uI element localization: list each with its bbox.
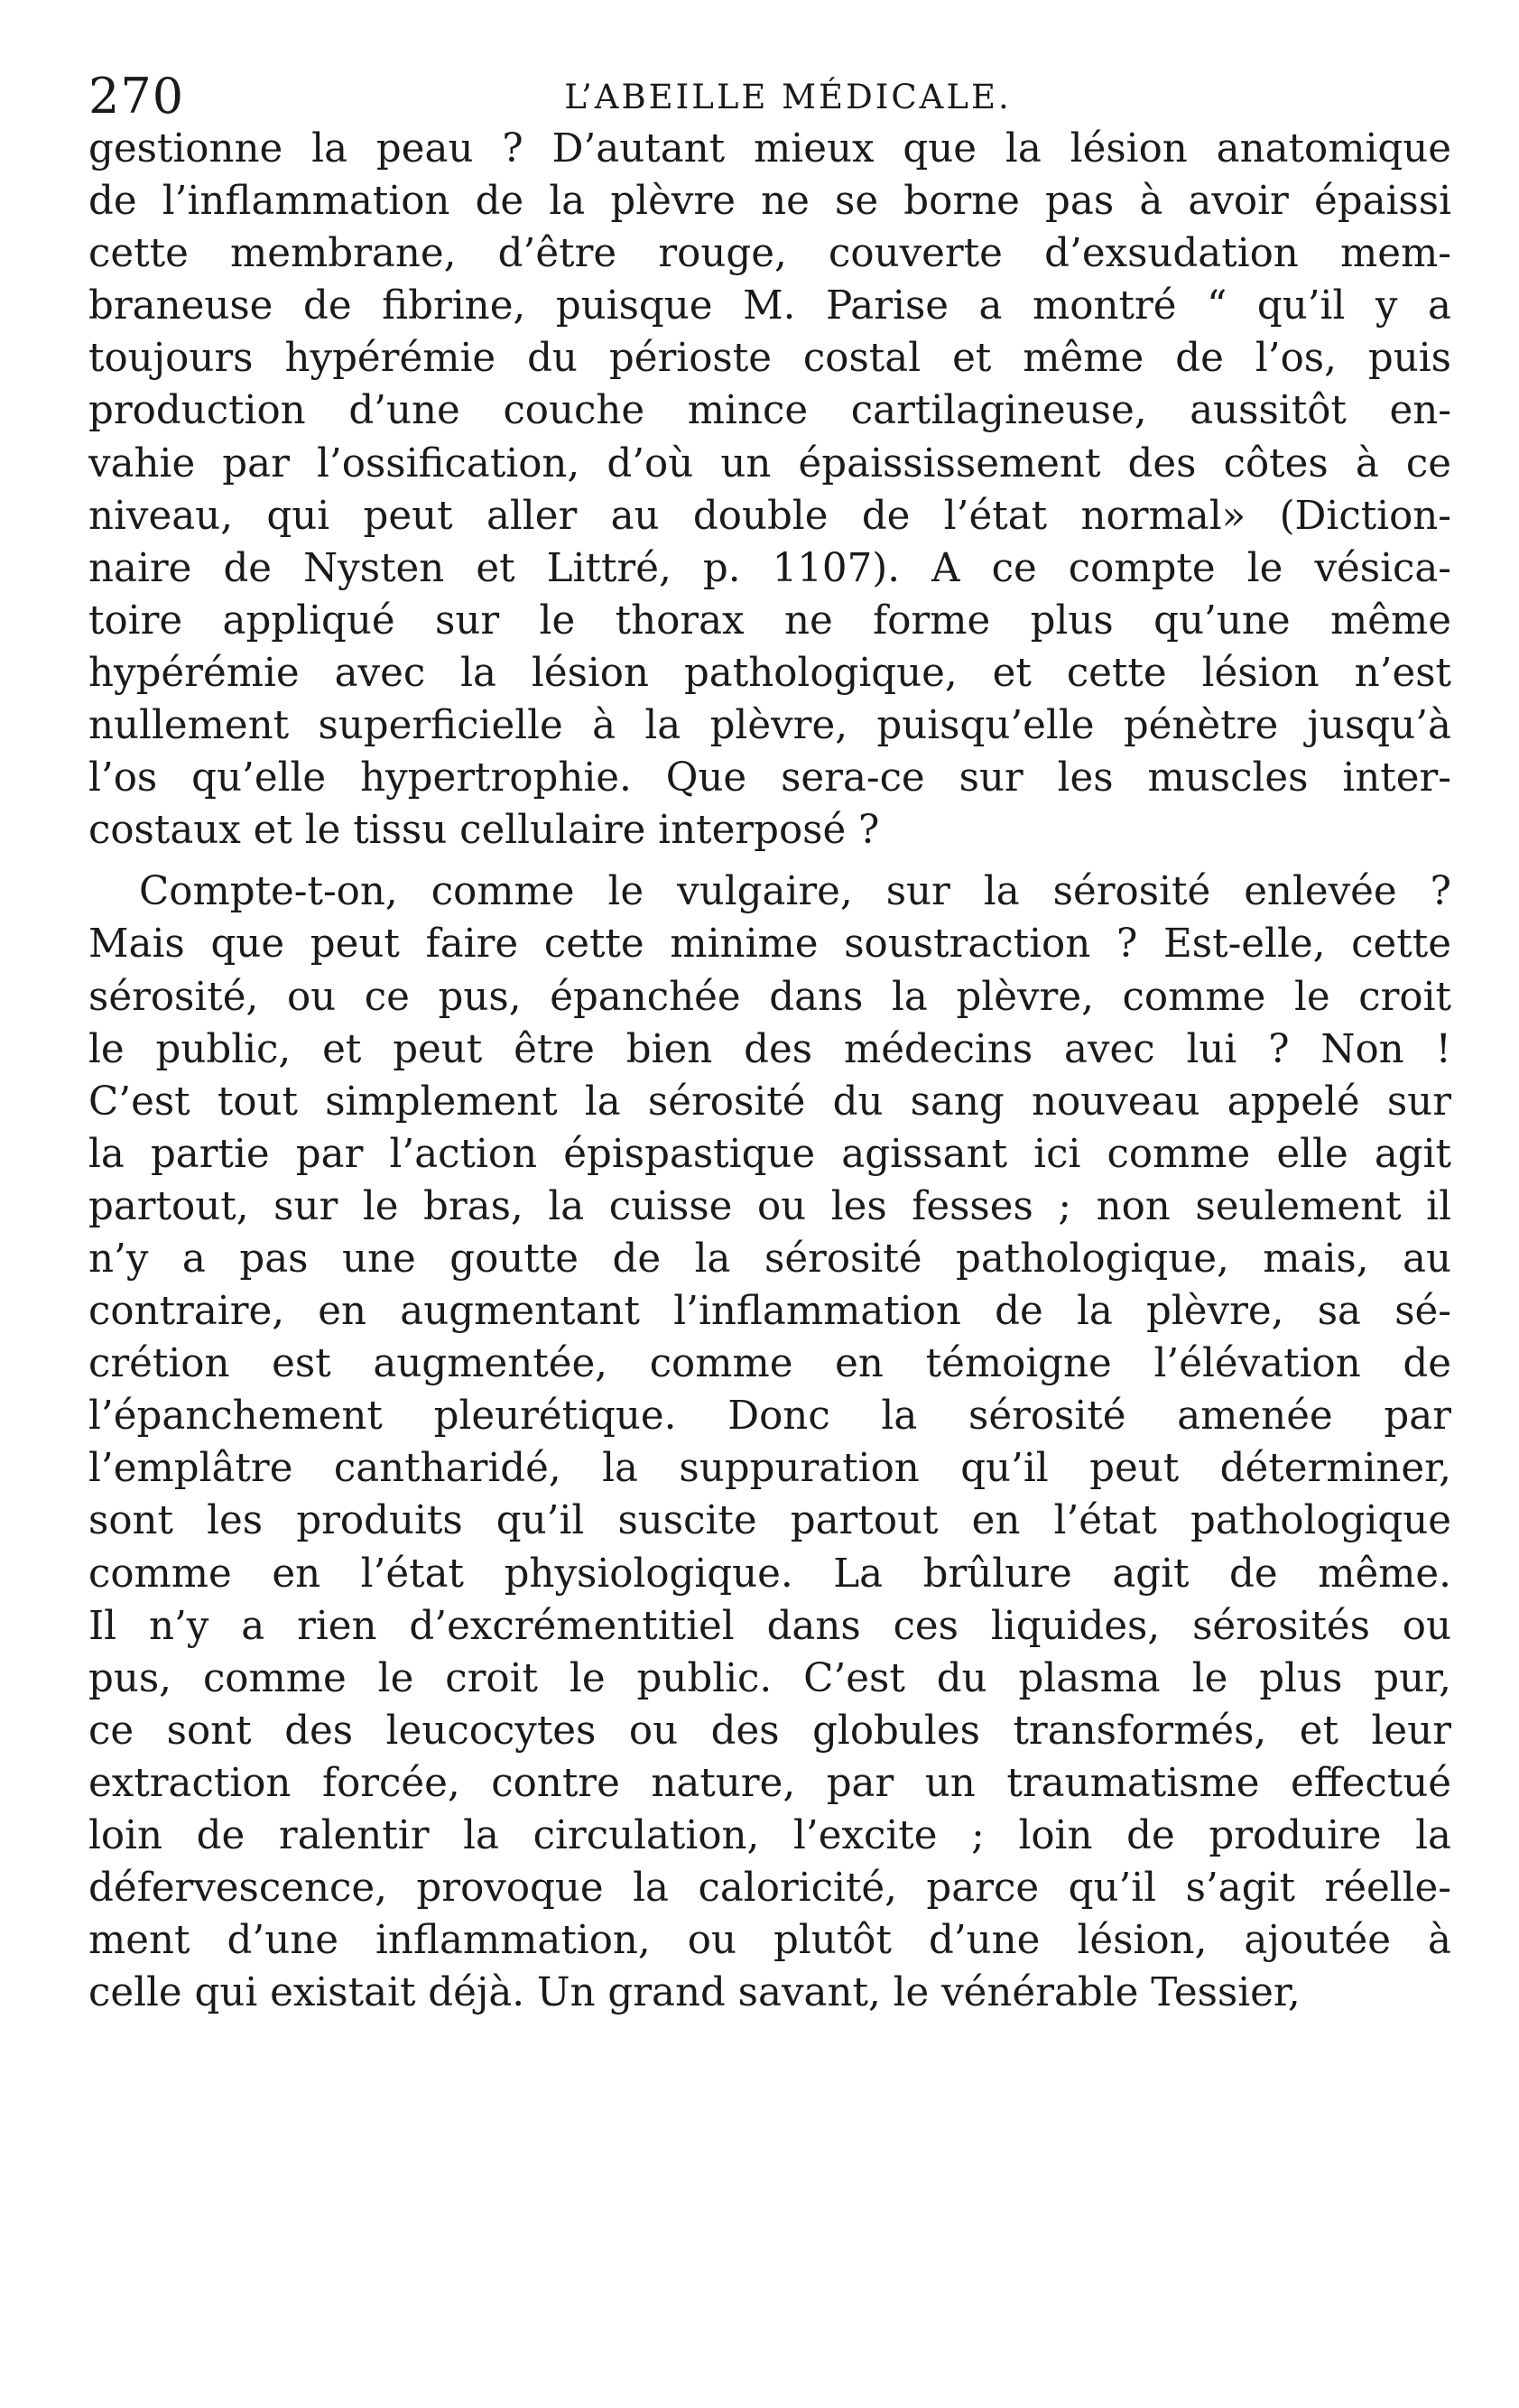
text-line: hypérémie avec la lésion pathologique, et cette lésion n’est [88, 650, 1451, 696]
text-line: braneuse de fibrine, puisque M. Parise a montré “ qu’il y a [88, 283, 1451, 329]
text-line: gestionne la peau ? D’autant mieux que la lésion anatomique [88, 126, 1451, 171]
text-line: cette membrane, d’être rouge, couverte d’exsudation mem- [88, 231, 1451, 277]
text-line: n’y a pas une goutte de la sérosité pathologique, mais, au [88, 1236, 1451, 1282]
paragraph [88, 866, 1451, 2019]
text-line: la partie par l’action épispastique agissant ici comme elle agit [88, 1131, 1451, 1177]
text-line: crétion est augmentée, comme en témoigne l’élévation de [88, 1341, 1451, 1387]
text-line: nullement superficielle à la plèvre, puisqu’elle pénètre jusqu’à [88, 703, 1451, 749]
page-number: 270 [88, 68, 185, 125]
paragraph [88, 123, 1451, 857]
text-line: défervescence, provoque la caloricité, parce qu’il s’agit réelle- [88, 1866, 1451, 1912]
text-line: production d’une couche mince cartilagineuse, aussitôt en- [88, 388, 1451, 434]
text-line: Mais que peut faire cette minime soustraction ? Est-elle, cette [88, 922, 1451, 968]
text-line: costaux et le tissu cellulaire interposé ? [88, 808, 880, 854]
text-line: l’emplâtre cantharidé, la suppuration qu’il peut déterminer, [88, 1446, 1451, 1492]
text-line: Compte-t-on, comme le vulgaire, sur la sérosité enlevée ? [139, 869, 1451, 915]
text-line: toire appliqué sur le thorax ne forme plus qu’une même [88, 597, 1451, 644]
text-line: Il n’y a rien d’excrémentitiel dans ces liquides, sérosités ou [88, 1603, 1451, 1649]
text-line: partout, sur le bras, la cuisse ou les fesses ; non seulement il [88, 1183, 1451, 1229]
text-line: ce sont des leucocytes ou des globules transformés, et leur [88, 1708, 1451, 1754]
text-line: sérosité, ou ce pus, épanchée dans la plèvre, comme le croit [88, 974, 1451, 1020]
text-line: niveau, qui peut aller au double de l’état normal» (Diction- [88, 493, 1451, 539]
text-line: contraire, en augmentant l’inflammation de la plèvre, sa sé- [88, 1289, 1451, 1335]
text-line: de l’inflammation de la plèvre ne se borne pas à avoir épaissi [88, 179, 1451, 225]
text-line: extraction forcée, contre nature, par un traumatisme effectué [88, 1760, 1451, 1806]
text-line: ment d’une inflammation, ou plutôt d’une lésion, ajoutée à [88, 1918, 1451, 1964]
text-line: l’os qu’elle hypertrophie. Que sera-ce sur les muscles inter- [88, 755, 1451, 801]
text-line: pus, comme le croit le public. C’est du plasma le plus pur, [88, 1655, 1451, 1701]
body-text [88, 123, 1451, 2019]
text-line: naire de Nysten et Littré, p. 1107). A ce compte le vésica- [88, 545, 1451, 591]
text-line: loin de ralentir la circulation, l’excite ; loin de produire la [88, 1813, 1451, 1858]
paragraph-gap [88, 857, 1451, 866]
running-head: L’ABEILLE MÉDICALE. [564, 78, 1012, 116]
text-line: le public, et peut être bien des médecins avec lui ? Non ! [88, 1026, 1451, 1072]
text-line: celle qui existait déjà. Un grand savant, le vénérable Tessier, [88, 1970, 1301, 2016]
page-header [88, 65, 1451, 128]
text-line: vahie par l’ossification, d’où un épaississement des côtes à ce [88, 440, 1451, 486]
text-line: l’épanchement pleurétique. Donc la sérosité amenée par [88, 1394, 1451, 1440]
text-line: comme en l’état physiologique. La brûlure agit de même. [88, 1551, 1451, 1597]
text-line: C’est tout simplement la sérosité du sang nouveau appelé sur [88, 1079, 1451, 1125]
text-line: toujours hypérémie du périoste costal et même de l’os, puis [88, 336, 1451, 382]
text-line: sont les produits qu’il suscite partout en l’état pathologique [88, 1498, 1451, 1544]
